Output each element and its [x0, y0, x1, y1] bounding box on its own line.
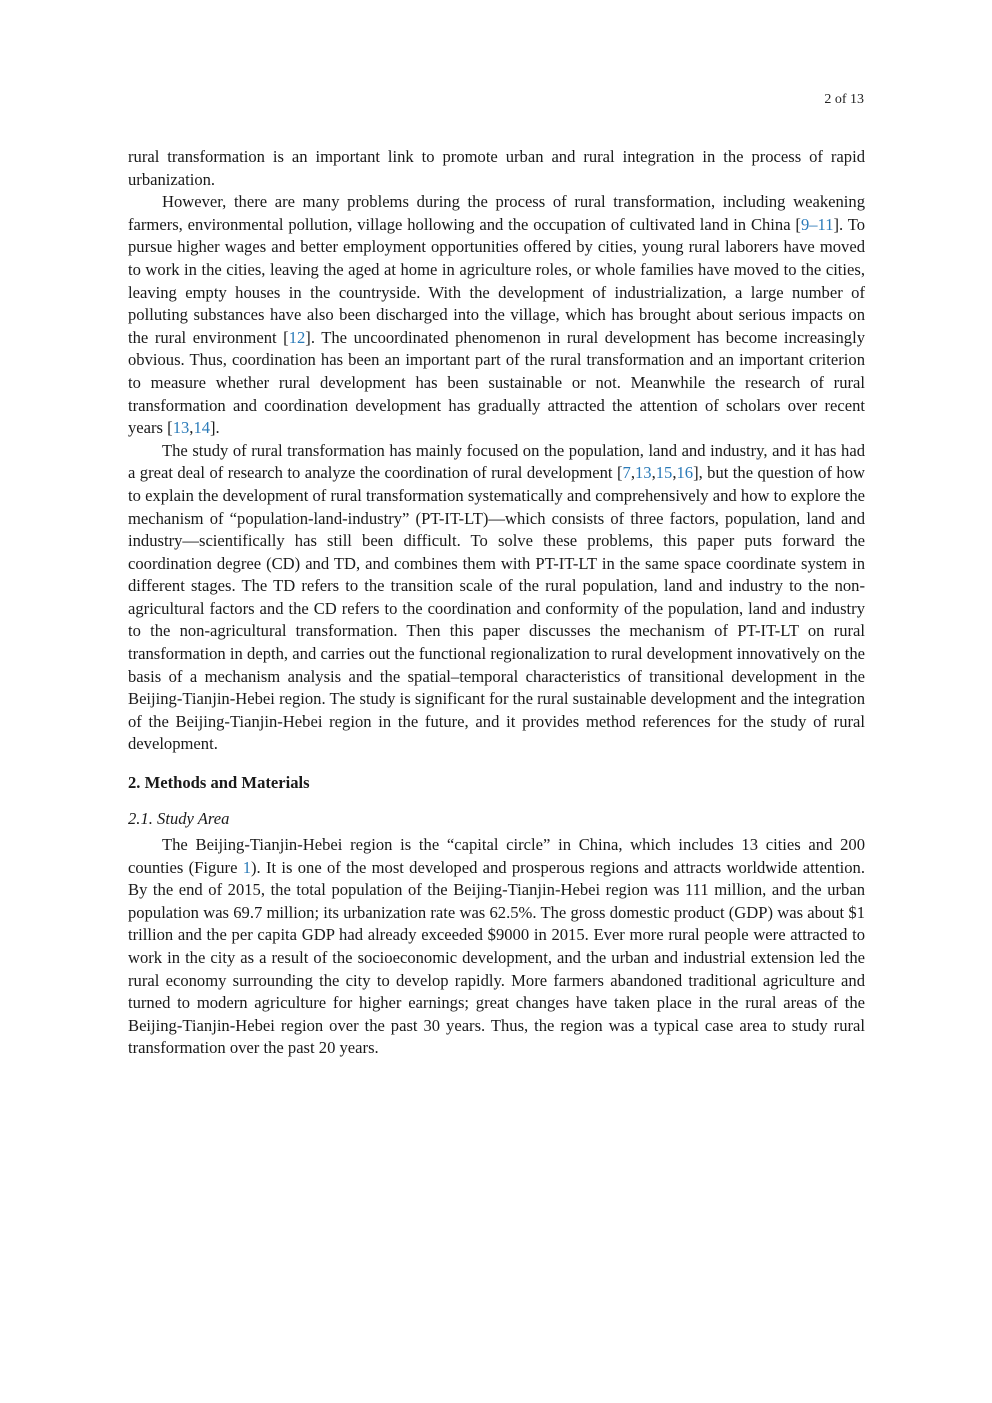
- page-number: 2 of 13: [824, 92, 864, 107]
- paragraph-text: ], but the question of how to explain the development of rural transformation systematically and comprehensively and how to explore the mechanism of “population-land-industry” (PT-IT-LT)—which consists of three factors, population, land and industry—scientifically has still been difficult. To solve these problems, this paper puts forward the coordination degree (CD) and TD, and combines them with PT-IT-LT in the same space coordinate system in different stages. The TD refers to the transition scale of the rural population, land and industry to the non-agricultural factors and the CD refers to the coordination and conformity of the population, land and industry to the non-agricultural transformation. Then this paper discusses the mechanism of PT-IT-LT on rural transformation in depth, and carries out the functional regionalization to rural development innovatively on the basis of a mechanism analysis and the spatial–temporal characteristics of transitional development in the Beijing-Tianjin-Hebei region. The study is significant for the rural sustainable development and the integration of the Beijing-Tianjin-Hebei region in the future, and it provides method references for the study of rural development.: [128, 463, 865, 754]
- paragraph-text: The study of rural transformation has mainly focused on the population, land and industry, and it has had a great deal of research to analyze the coordination of rural development [: [128, 440, 865, 483]
- body-text: [128, 146, 865, 1060]
- paragraph-text: ]. To pursue higher wages and better employment opportunities offered by cities, young rural laborers have moved to work in the cities, leaving the aged at home in agriculture roles, or whole families have moved to the cities, leaving empty houses in the countryside. With the development of industrialization, a large number of polluting substances have also been discharged into the village, which has brought about serious impacts on the rural environment [: [128, 214, 865, 347]
- citation-separator: ,: [672, 463, 677, 483]
- citation-separator: ,: [189, 418, 194, 438]
- subsection-heading: 2.1. Study Area: [128, 809, 230, 829]
- paragraph-text: ].: [210, 418, 220, 438]
- paragraph-text: However, there are many problems during the process of rural transformation, including weakening farmers, environmental pollution, village hollowing and the occupation of cultivated land in China [: [128, 192, 865, 234]
- citation-separator: ,: [651, 463, 656, 483]
- citation-link[interactable]: 12: [288, 327, 306, 347]
- citation-link[interactable]: 16: [676, 463, 694, 483]
- citation-separator: ,: [630, 463, 635, 483]
- paragraph-text: The Beijing-Tianjin-Hebei region is the “capital circle” in China, which includes 13 cities and 200 counties (Figure: [128, 835, 865, 877]
- citation-link[interactable]: 14: [193, 418, 211, 438]
- paragraph-study-focus: [128, 440, 865, 756]
- paragraph-continuation: [128, 146, 865, 191]
- citation-link[interactable]: 13: [172, 418, 190, 438]
- citation-link[interactable]: 13: [634, 463, 652, 483]
- citation-link[interactable]: 15: [655, 463, 673, 483]
- paragraph-text: ). It is one of the most developed and prosperous regions and attracts worldwide attention. By the end of 2015, the total population of the Beijing-Tianjin-Hebei region was 111 million, and the urban population was 69.7 million; its urbanization rate was 62.5%. The gross domestic product (GDP) was about $1 trillion and the per capita GDP had already exceeded $9000 in 2015. Ever more rural people were attracted to work in the city as a result of the socioeconomic development, and the urban and industrial extension led the rural economy surrounding the city to develop rapidly. More farmers abandoned traditional agriculture and turned to modern agriculture for higher earnings; great changes have taken place in the rural areas of the Beijing-Tianjin-Hebei region over the past 30 years. Thus, the region was a typical case area to study rural transformation over the past 20 years.: [128, 857, 865, 1058]
- paragraph-study-area: [128, 834, 865, 1060]
- section-heading: 2. Methods and Materials: [128, 773, 310, 793]
- citation-link[interactable]: 9–11: [800, 214, 834, 234]
- citation-link[interactable]: 7: [622, 463, 631, 483]
- paragraph-text: ]. The uncoordinated phenomenon in rural development has become increasingly obvious. Thus, coordination has been an important part of the rural transformation and an important criterion to measure whether rural development has been sustainable or not. Meanwhile the research of rural transformation and coordination development has gradually attracted the attention of scholars over recent years [: [128, 327, 865, 438]
- paragraph-text: rural transformation is an important link to promote urban and rural integration in the process of rapid urbanization.: [128, 147, 865, 189]
- paragraph-problems: [128, 191, 865, 440]
- figure-link[interactable]: 1: [242, 857, 252, 877]
